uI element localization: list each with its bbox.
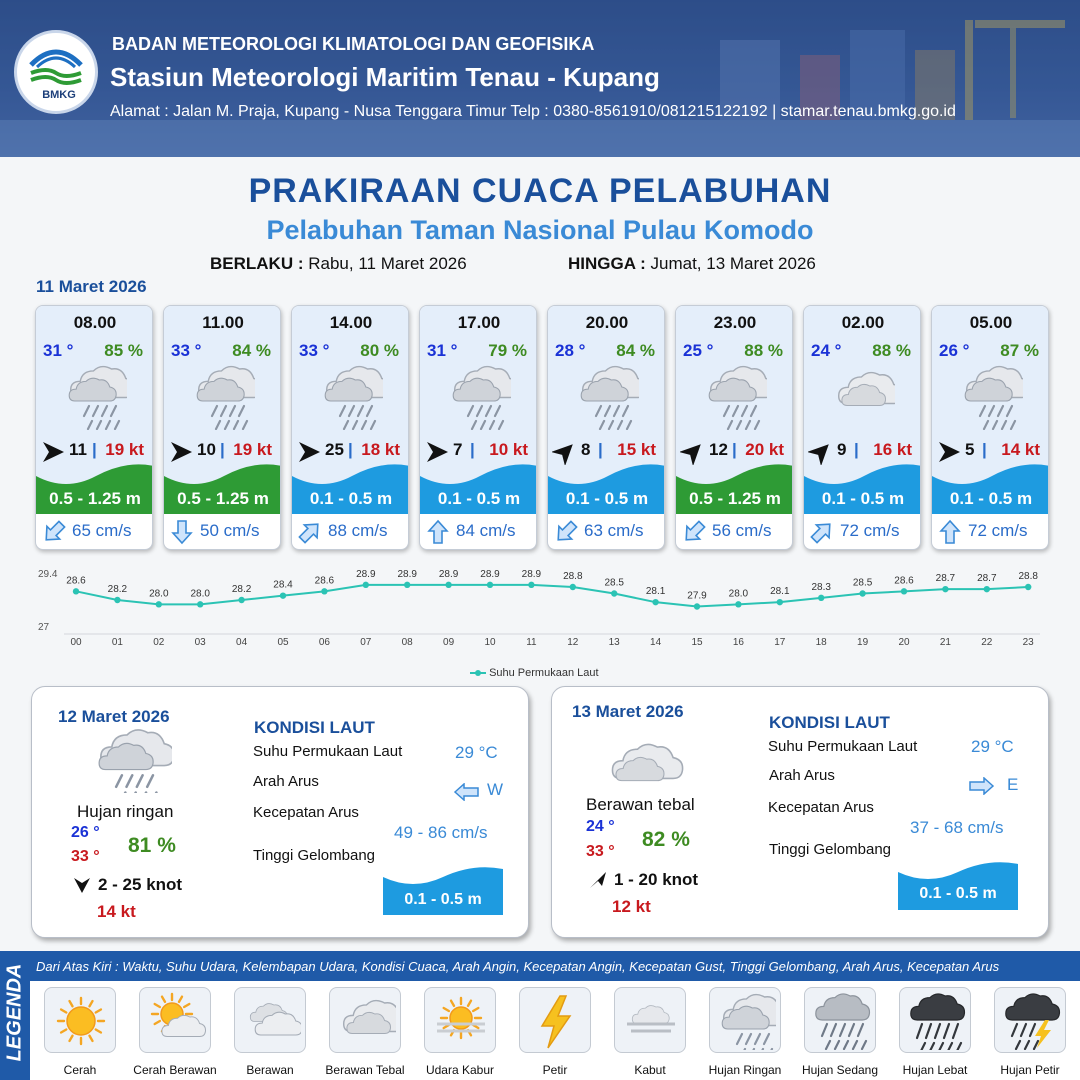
fog-icon: [621, 992, 681, 1050]
sst-data-point: [570, 584, 576, 590]
current-direction-value: W: [487, 780, 504, 799]
x-tick-label: 04: [236, 637, 248, 648]
bmkg-logo-mark-icon: [17, 35, 95, 91]
card-separator: |: [220, 440, 225, 459]
card-time: 17.00: [457, 313, 501, 332]
card-time: 14.00: [329, 313, 373, 332]
current-speed-label: Kecepatan Arus: [768, 799, 874, 816]
legend-item: [519, 987, 591, 1053]
sst-data-point: [73, 588, 79, 594]
current-direction-northeast-icon: [297, 519, 323, 545]
panel-date: 13 Maret 2026: [572, 702, 684, 721]
sst-data-label: 28.6: [66, 575, 86, 587]
x-tick-label: 00: [70, 637, 82, 648]
card-wind-speed: 12: [709, 440, 728, 459]
card-humidity: 84 %: [232, 341, 271, 360]
sst-data-point: [321, 588, 327, 594]
light-rain-icon: [447, 364, 511, 430]
sst-data-label: 28.8: [1018, 571, 1038, 582]
current-direction-label: Arah Arus: [253, 773, 319, 790]
legend-item-label: Hujan Sedang: [801, 1063, 879, 1077]
overcast-icon: [336, 992, 396, 1050]
x-tick-label: 10: [484, 637, 496, 648]
panel-temp-min: 24 °: [586, 818, 615, 835]
legend-item-label: Cerah: [63, 1063, 97, 1077]
card-wave-height: 0.1 - 0.5 m: [437, 489, 521, 508]
port-name: Pelabuhan Taman Nasional Pulau Komodo: [266, 215, 814, 245]
light-rain-icon: [703, 364, 767, 430]
card-gust: 19 kt: [233, 440, 272, 459]
sst-data-label: 28.2: [231, 584, 252, 595]
valid-to-label: HINGGA :: [568, 254, 646, 273]
current-direction-southwest-icon: [553, 519, 579, 545]
panel-day2: [31, 686, 529, 938]
card-wind-speed: 7: [453, 440, 463, 459]
sea-surface-temperature-chart: [0, 560, 1080, 660]
x-tick-label: 08: [401, 637, 413, 648]
x-tick-label: 21: [939, 637, 951, 648]
legend-description: Dari Atas Kiri : Waktu, Suhu Udara, Kelembapan Udara, Kondisi Cuaca, Arah Angin, Kecepatan Angin, Kecepatan Gust, Tinggi Gelombang, Arah Arus, Kecepatan Arus: [36, 959, 1000, 974]
forecast-card: [291, 305, 409, 550]
legend-item: [709, 987, 781, 1053]
sst-data-point: [942, 586, 948, 592]
haze-icon: [431, 992, 491, 1050]
card-gust: 20 kt: [745, 440, 784, 459]
sst-data-label: 28.0: [728, 588, 749, 600]
card-temperature: 26 °: [939, 341, 970, 360]
sst-data-point: [487, 582, 493, 588]
forecast-card: [803, 305, 921, 550]
sst-data-label: 28.3: [811, 581, 831, 593]
card-wind-speed: 11: [69, 440, 87, 459]
card-wave-height: 0.1 - 0.5 m: [565, 489, 649, 508]
x-tick-label: 12: [567, 637, 579, 648]
sea-condition-heading: KONDISI LAUT: [254, 718, 375, 737]
light-rain-icon: [319, 364, 383, 430]
valid-from-label: BERLAKU :: [210, 254, 304, 273]
card-wave-height: 0.5 - 1.25 m: [177, 489, 269, 508]
current-direction-value: E: [1007, 775, 1019, 794]
sst-data-label: 28.7: [935, 573, 956, 585]
x-tick-label: 02: [153, 637, 165, 648]
cloudy-icon: [241, 992, 301, 1050]
sst-data-label: 28.7: [977, 573, 997, 585]
card-separator: |: [92, 440, 97, 459]
x-tick-label: 11: [526, 637, 537, 648]
sst-data-label: 28.5: [604, 577, 624, 589]
light-rain-icon: [92, 727, 172, 793]
panel-wind-speed: 2 - 25 knot: [98, 875, 183, 894]
card-current-speed: 72 cm/s: [968, 521, 1028, 540]
sst-data-point: [280, 592, 286, 598]
sst-data-point: [156, 601, 162, 607]
sst-data-label: 28.0: [190, 588, 210, 600]
sst-data-point: [859, 590, 865, 596]
current-direction-label: Arah Arus: [769, 767, 835, 784]
x-tick-label: 23: [1022, 637, 1034, 648]
sst-data-point: [238, 597, 244, 603]
legend-item-label: Berawan: [246, 1063, 294, 1077]
card-humidity: 85 %: [104, 341, 143, 360]
card-current-speed: 63 cm/s: [584, 521, 644, 540]
sst-data-point: [901, 588, 907, 594]
panel-condition: Hujan ringan: [77, 802, 174, 821]
bmkg-logo: [14, 30, 98, 114]
sst-data-point: [197, 601, 203, 607]
legend-line-marker-icon: [470, 668, 486, 678]
legend-item: [234, 987, 306, 1053]
card-current-speed: 50 cm/s: [200, 521, 260, 540]
panel-date: 12 Maret 2026: [58, 707, 170, 726]
sst-data-label: 28.9: [397, 568, 417, 580]
card-wind-speed: 9: [837, 440, 847, 459]
heavy-rain-icon: [906, 992, 966, 1050]
wave-height-value: 0.1 - 0.5 m: [404, 891, 482, 908]
legend-side-label: LEGENDA: [3, 963, 26, 1062]
card-humidity: 88 %: [872, 341, 911, 360]
card-wind-speed: 8: [581, 440, 591, 459]
panel-temp-min: 26 °: [71, 824, 100, 841]
card-gust: 16 kt: [873, 440, 912, 459]
legend-item: [329, 987, 401, 1053]
sst-data-point: [818, 595, 824, 601]
y-tick-label: 27: [38, 622, 50, 633]
x-tick-label: 22: [981, 637, 993, 648]
x-tick-label: 20: [898, 637, 910, 648]
sst-data-label: 28.9: [438, 568, 459, 580]
card-gust: 19 kt: [105, 440, 144, 459]
card-gust: 18 kt: [361, 440, 400, 459]
current-speed-label: Kecepatan Arus: [253, 804, 359, 821]
station-address: Alamat : Jalan M. Praja, Kupang - Nusa Tenggara Timur Telp : 0380-8561910/081215122192 | stamar.tenau.bmkg.go.id: [110, 103, 956, 120]
forecast-card: [675, 305, 793, 550]
card-wind-speed: 5: [965, 440, 975, 459]
x-tick-label: 15: [691, 637, 703, 648]
legend-item-label: Petir: [542, 1063, 568, 1077]
panel-temp-max: 33 °: [71, 848, 100, 865]
sst-data-label: 28.9: [521, 568, 542, 580]
card-temperature: 28 °: [555, 341, 586, 360]
card-time: 23.00: [713, 313, 757, 332]
sst-label: Suhu Permukaan Laut: [768, 738, 918, 755]
card-gust: 10 kt: [489, 440, 528, 459]
card-time: 11.00: [202, 313, 244, 332]
sst-data-point: [611, 590, 617, 596]
y-tick-label: 29.4: [38, 569, 58, 580]
forecast-card: [163, 305, 281, 550]
legend-item: [804, 987, 876, 1053]
card-wave-height: 0.1 - 0.5 m: [949, 489, 1033, 508]
panel-humidity: 81 %: [128, 834, 176, 857]
sst-data-point: [404, 582, 410, 588]
card-current-speed: 65 cm/s: [72, 521, 132, 540]
card-wave-height: 0.1 - 0.5 m: [309, 489, 393, 508]
current-direction-southwest-icon: [41, 519, 67, 545]
legend-item: [139, 987, 211, 1053]
legend-item-label: Cerah Berawan: [133, 1063, 217, 1077]
panel-temp-max: 33 °: [586, 843, 615, 860]
forecast-card: [931, 305, 1049, 550]
panel-day3: [551, 686, 1049, 938]
legend-item-label: Udara Kabur: [425, 1063, 495, 1077]
x-tick-label: 14: [650, 637, 662, 648]
current-arrow-west-icon: [454, 783, 480, 801]
sst-data-label: 28.4: [273, 579, 293, 591]
card-wave-height: 0.1 - 0.5 m: [821, 489, 905, 508]
panel-wind-speed: 1 - 20 knot: [614, 870, 699, 889]
wave-height-label: Tinggi Gelombang: [253, 847, 376, 864]
sst-data-label: 28.0: [149, 588, 169, 600]
overcast-icon: [831, 364, 895, 430]
sst-value: 29 °C: [455, 743, 498, 762]
current-arrow-east-icon: [968, 777, 994, 795]
sun-cloud-icon: [146, 992, 206, 1050]
sst-data-label: 28.2: [107, 584, 128, 595]
panel-gust: 12 kt: [612, 897, 651, 916]
legend-side-tab: [0, 951, 30, 1080]
valid-from: [210, 254, 467, 274]
x-tick-label: 13: [608, 637, 620, 648]
sst-data-label: 27.9: [687, 590, 707, 602]
wind-direction-south-icon: [72, 875, 92, 895]
card-humidity: 79 %: [488, 341, 527, 360]
light-rain-icon: [959, 364, 1023, 430]
valid-to-value: Jumat, 13 Maret 2026: [650, 254, 816, 273]
sst-data-label: 28.1: [645, 586, 666, 598]
sst-data-label: 28.9: [480, 568, 500, 580]
legend-item-label: Kabut: [634, 1063, 666, 1077]
legend-item-label: Hujan Ringan: [708, 1063, 782, 1077]
sst-data-label: 28.5: [852, 577, 873, 589]
card-temperature: 24 °: [811, 341, 842, 360]
card-temperature: 33 °: [171, 341, 202, 360]
station-name: Stasiun Meteorologi Maritim Tenau - Kupang: [110, 62, 660, 92]
card-gust: 15 kt: [617, 440, 656, 459]
agency-name: BADAN METEOROLOGI KLIMATOLOGI DAN GEOFISIKA: [112, 34, 595, 54]
card-humidity: 84 %: [616, 341, 655, 360]
card-temperature: 25 °: [683, 341, 714, 360]
card-temperature: 31 °: [427, 341, 458, 360]
card-time: 20.00: [585, 313, 629, 332]
forecast-card: [547, 305, 665, 550]
lightning-icon: [526, 992, 586, 1050]
sst-data-point: [777, 599, 783, 605]
current-speed-value: 49 - 86 cm/s: [394, 823, 488, 842]
sst-data-point: [445, 582, 451, 588]
valid-from-value: Rabu, 11 Maret 2026: [308, 254, 467, 273]
x-tick-label: 09: [443, 637, 455, 648]
card-humidity: 80 %: [360, 341, 399, 360]
legend-item: [899, 987, 971, 1053]
card-wave-height: 0.5 - 1.25 m: [49, 489, 141, 508]
legend-item: [994, 987, 1066, 1053]
page-title: PRAKIRAAN CUACA PELABUHAN: [248, 172, 832, 210]
light-rain-icon: [63, 364, 127, 430]
current-direction-southwest-icon: [681, 519, 707, 545]
bmkg-logo-text: BMKG: [42, 89, 76, 101]
sst-data-point: [1025, 584, 1031, 590]
legend-item: [44, 987, 116, 1053]
card-temperature: 33 °: [299, 341, 330, 360]
card-wind-speed: 25: [325, 440, 344, 459]
sst-value: 29 °C: [971, 737, 1014, 756]
sst-data-point: [363, 582, 369, 588]
wave-height-label: Tinggi Gelombang: [769, 841, 892, 858]
sst-series-line: [76, 585, 1028, 607]
x-tick-label: 06: [318, 637, 330, 648]
x-tick-label: 07: [360, 637, 372, 648]
card-time: 05.00: [969, 313, 1013, 332]
chart-legend-label: Suhu Permukaan Laut: [489, 667, 599, 679]
sst-data-point: [652, 599, 658, 605]
sst-label: Suhu Permukaan Laut: [253, 743, 403, 760]
x-tick-label: 18: [815, 637, 827, 648]
card-humidity: 87 %: [1000, 341, 1039, 360]
x-tick-label: 01: [111, 637, 123, 648]
wind-direction-northeast-icon: [588, 870, 608, 890]
wave-height-value: 0.1 - 0.5 m: [919, 885, 997, 902]
sst-data-point: [528, 582, 534, 588]
light-rain-icon: [191, 364, 255, 430]
forecast-card: [35, 305, 153, 550]
day1-date: 11 Maret 2026: [36, 277, 147, 296]
card-current-speed: 84 cm/s: [456, 521, 516, 540]
card-current-speed: 88 cm/s: [328, 521, 388, 540]
sst-data-point: [694, 603, 700, 609]
card-wave-height: 0.5 - 1.25 m: [689, 489, 781, 508]
current-direction-north-icon: [425, 519, 451, 545]
sea-condition-heading: KONDISI LAUT: [769, 713, 890, 732]
sst-data-label: 28.9: [356, 568, 376, 580]
sst-data-label: 28.8: [563, 571, 583, 582]
sst-data-label: 28.6: [314, 575, 335, 587]
current-direction-south-icon: [169, 519, 195, 545]
card-humidity: 88 %: [744, 341, 783, 360]
current-direction-north-icon: [937, 519, 963, 545]
card-time: 02.00: [841, 313, 885, 332]
moderate-rain-icon: [811, 992, 871, 1050]
card-gust: 14 kt: [1001, 440, 1040, 459]
header-banner: [0, 0, 1080, 157]
sst-data-label: 28.1: [770, 586, 790, 598]
card-separator: |: [854, 440, 859, 459]
x-tick-label: 17: [774, 637, 786, 648]
current-direction-northeast-icon: [809, 519, 835, 545]
panel-condition: Berawan tebal: [586, 795, 695, 814]
sst-data-label: 28.6: [894, 575, 914, 587]
card-current-speed: 56 cm/s: [712, 521, 772, 540]
legend-item-label: Hujan Lebat: [902, 1063, 968, 1077]
current-speed-value: 37 - 68 cm/s: [910, 818, 1004, 837]
forecast-card: [419, 305, 537, 550]
panel-humidity: 82 %: [642, 828, 690, 851]
x-tick-label: 16: [732, 637, 744, 648]
light-rain-icon: [716, 992, 776, 1050]
x-tick-label: 03: [194, 637, 206, 648]
card-current-speed: 72 cm/s: [840, 521, 900, 540]
sun-icon: [51, 992, 111, 1050]
card-wind-speed: 10: [197, 440, 216, 459]
card-temperature: 31 °: [43, 341, 74, 360]
legend-item: [614, 987, 686, 1053]
sst-data-point: [735, 601, 741, 607]
thunderstorm-icon: [1001, 992, 1061, 1050]
x-tick-label: 05: [277, 637, 289, 648]
card-separator: |: [598, 440, 603, 459]
chart-legend: [470, 667, 599, 679]
card-separator: |: [470, 440, 475, 459]
legend-item: [424, 987, 496, 1053]
x-tick-label: 19: [857, 637, 869, 648]
light-rain-icon: [575, 364, 639, 430]
valid-to: [568, 254, 816, 274]
card-separator: |: [982, 440, 987, 459]
card-separator: |: [348, 440, 353, 459]
sst-data-point: [114, 597, 120, 603]
legend-item-label: Berawan Tebal: [325, 1063, 405, 1077]
card-time: 08.00: [73, 313, 117, 332]
sst-data-point: [984, 586, 990, 592]
card-separator: |: [732, 440, 737, 459]
legend-item-label: Hujan Petir: [1000, 1063, 1060, 1077]
overcast-icon: [604, 735, 684, 795]
panel-gust: 14 kt: [97, 902, 136, 921]
